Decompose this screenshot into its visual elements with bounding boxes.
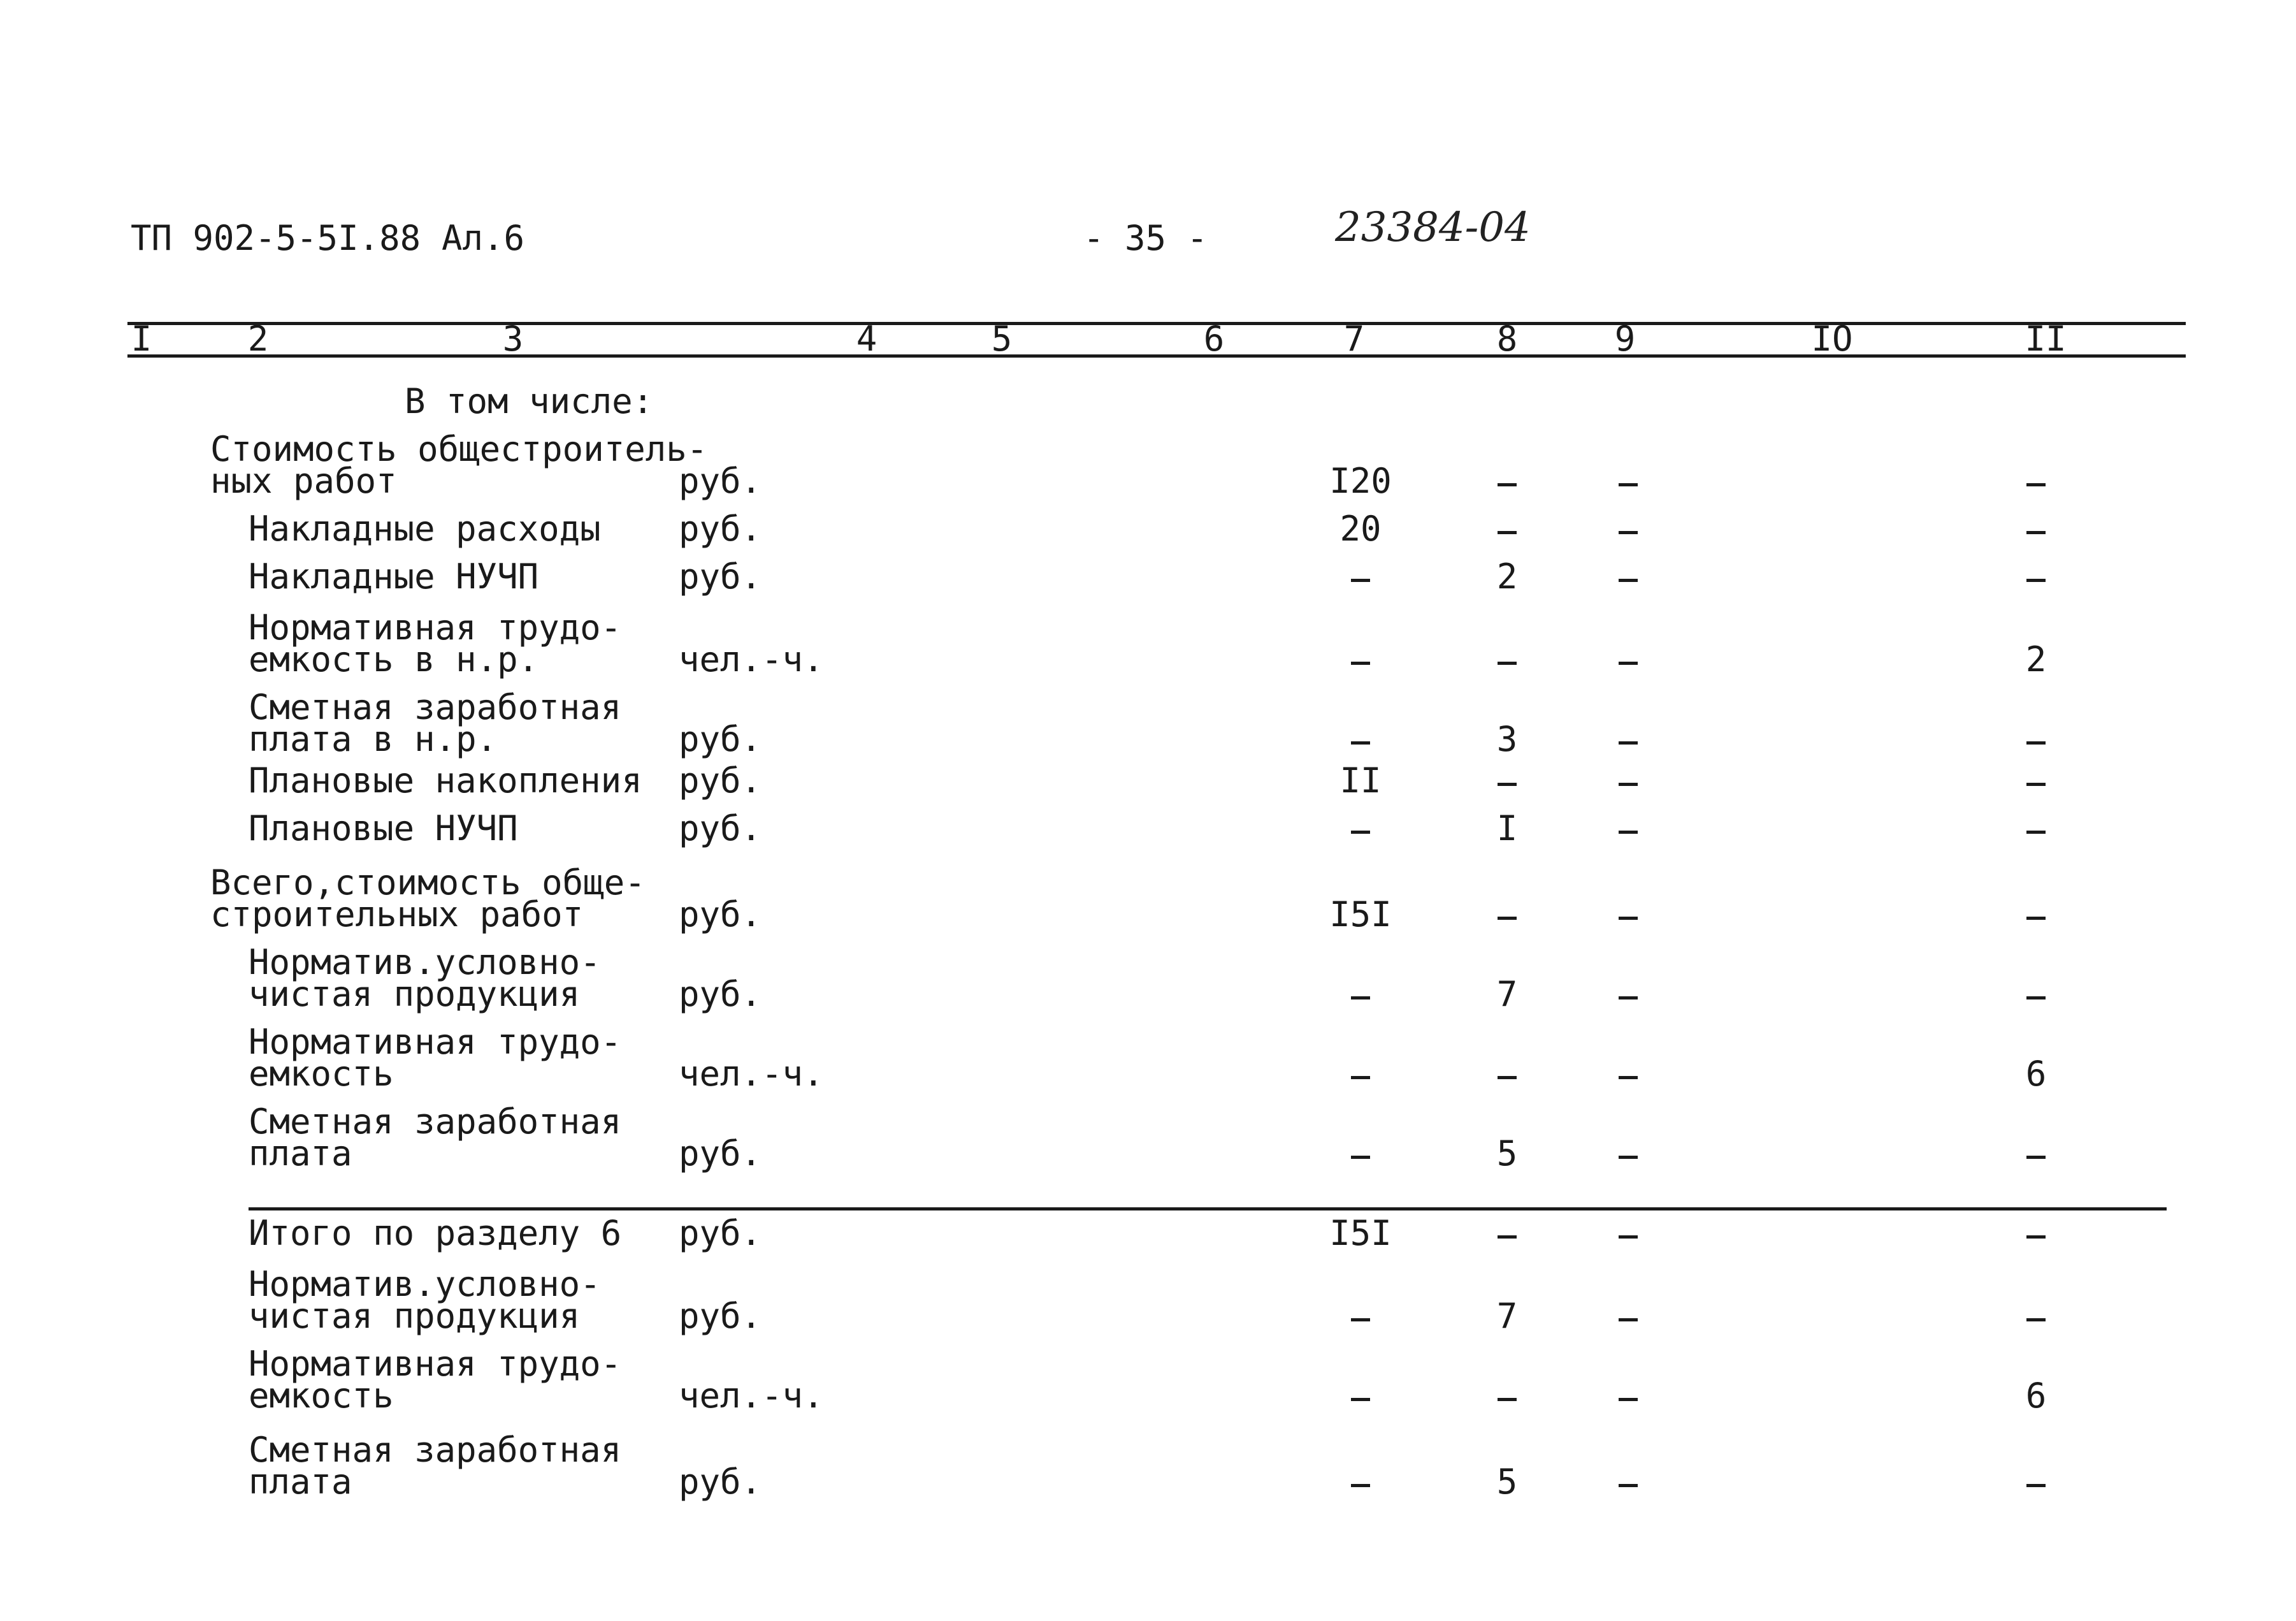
empty-value-dash (1619, 579, 1638, 582)
row-label: емкость в н.р. (249, 639, 539, 680)
handwritten-number: 23384-04 (1335, 204, 1531, 251)
empty-value-dash (1619, 483, 1638, 486)
row-label: Стоимость общестроитель- (210, 429, 708, 469)
cell-value: 2 (2025, 639, 2047, 680)
empty-value-dash (1619, 1484, 1638, 1487)
empty-value-dash (1351, 662, 1370, 665)
empty-value-dash (1619, 1398, 1638, 1401)
row-label: Нормативная трудо- (249, 1022, 622, 1062)
row-label: строительных работ (210, 894, 584, 934)
empty-value-dash (1619, 531, 1638, 534)
row-unit: руб. (679, 1133, 762, 1174)
empty-value-dash (1498, 1076, 1517, 1079)
empty-value-dash (1619, 917, 1638, 920)
empty-value-dash (1619, 1076, 1638, 1079)
empty-value-dash (1351, 1484, 1370, 1487)
empty-value-dash (1498, 783, 1517, 786)
cell-value: 7 (1496, 974, 1518, 1014)
empty-value-dash (1498, 483, 1517, 486)
row-label: плата (249, 1133, 352, 1174)
page-number: - 35 - (1083, 218, 1208, 258)
row-unit: руб. (679, 461, 762, 501)
row-label: чистая продукция (249, 1296, 581, 1336)
row-label: Сметная заработная (249, 1101, 622, 1142)
column-number: 5 (991, 319, 1013, 359)
empty-value-dash (1498, 1235, 1517, 1239)
empty-value-dash (1351, 1398, 1370, 1401)
empty-value-dash (1351, 1076, 1370, 1079)
row-label: Всего,стоимость обще- (210, 862, 646, 903)
section-heading: В том числе: (405, 381, 654, 421)
empty-value-dash (1498, 917, 1517, 920)
empty-value-dash (1619, 741, 1638, 745)
empty-value-dash (2026, 1156, 2046, 1159)
empty-value-dash (1498, 531, 1517, 534)
empty-value-dash (1498, 662, 1517, 665)
empty-value-dash (1619, 1235, 1638, 1239)
cell-value: 7 (1496, 1296, 1518, 1336)
empty-value-dash (1619, 783, 1638, 786)
row-label: плата в н.р. (249, 719, 498, 759)
row-unit: руб. (679, 760, 762, 801)
row-label: ных работ (210, 461, 397, 501)
cell-value: 2 (1496, 556, 1518, 597)
column-number: 2 (247, 319, 269, 359)
empty-value-dash (2026, 917, 2046, 920)
empty-value-dash (1351, 1156, 1370, 1159)
row-label: емкость (249, 1054, 394, 1094)
column-number: 7 (1343, 319, 1365, 359)
empty-value-dash (1351, 579, 1370, 582)
column-number: IO (1811, 319, 1853, 359)
column-number: 8 (1496, 319, 1518, 359)
cell-value: I5I (1329, 894, 1392, 934)
empty-value-dash (2026, 996, 2046, 999)
empty-value-dash (1619, 662, 1638, 665)
cell-value: 3 (1496, 719, 1518, 759)
cell-value: I5I (1329, 1213, 1392, 1253)
cell-value: 6 (2025, 1376, 2047, 1416)
row-unit: чел.-ч. (679, 1054, 824, 1094)
row-unit: руб. (679, 1296, 762, 1336)
row-unit: руб. (679, 509, 762, 549)
cell-value: 5 (1496, 1462, 1518, 1502)
cell-value: II (1339, 760, 1382, 801)
empty-value-dash (2026, 1318, 2046, 1321)
row-unit: руб. (679, 974, 762, 1014)
empty-value-dash (1351, 1318, 1370, 1321)
row-label: плата (249, 1462, 352, 1502)
row-label: Итого по разделу 6 (249, 1213, 622, 1253)
empty-value-dash (1619, 1156, 1638, 1159)
empty-value-dash (2026, 783, 2046, 786)
column-number: 6 (1203, 319, 1225, 359)
empty-value-dash (1619, 1318, 1638, 1321)
row-label: Норматив.условно- (249, 942, 601, 982)
column-number: 9 (1614, 319, 1636, 359)
empty-value-dash (2026, 741, 2046, 745)
row-label: Нормативная трудо- (249, 607, 622, 648)
row-label: Норматив.условно- (249, 1264, 601, 1304)
empty-value-dash (2026, 579, 2046, 582)
column-number: 4 (856, 319, 877, 359)
row-unit: чел.-ч. (679, 1376, 824, 1416)
row-label: Плановые накопления (249, 760, 642, 801)
empty-value-dash (1351, 831, 1370, 834)
empty-value-dash (1619, 996, 1638, 999)
cell-value: I (1496, 808, 1518, 848)
row-label: емкость (249, 1376, 394, 1416)
empty-value-dash (1351, 741, 1370, 745)
empty-value-dash (2026, 1235, 2046, 1239)
row-unit: руб. (679, 556, 762, 597)
empty-value-dash (2026, 531, 2046, 534)
column-number: I (131, 319, 152, 359)
totals-separator-rule (249, 1207, 2167, 1210)
cell-value: 20 (1339, 509, 1382, 549)
row-label: чистая продукция (249, 974, 581, 1014)
row-label: Сметная заработная (249, 1430, 622, 1470)
document-code: ТП 902-5-5I.88 (131, 218, 421, 258)
row-unit: руб. (679, 808, 762, 848)
row-unit: руб. (679, 1462, 762, 1502)
empty-value-dash (1351, 996, 1370, 999)
cell-value: I20 (1329, 461, 1392, 501)
row-unit: руб. (679, 719, 762, 759)
cell-value: 5 (1496, 1133, 1518, 1174)
empty-value-dash (1619, 831, 1638, 834)
table-header-rule (127, 354, 2186, 358)
empty-value-dash (2026, 1484, 2046, 1487)
empty-value-dash (2026, 483, 2046, 486)
row-label: Сметная заработная (249, 687, 622, 727)
cell-value: 6 (2025, 1054, 2047, 1094)
empty-value-dash (1498, 1398, 1517, 1401)
row-unit: чел.-ч. (679, 639, 824, 680)
table-top-rule (127, 322, 2186, 325)
row-unit: руб. (679, 894, 762, 934)
album-number: Ал.6 (442, 218, 525, 258)
row-label: Плановые НУЧП (249, 808, 518, 848)
column-number: 3 (502, 319, 524, 359)
empty-value-dash (2026, 831, 2046, 834)
row-unit: руб. (679, 1213, 762, 1253)
row-label: Накладные расходы (249, 509, 601, 549)
row-label: Накладные НУЧП (249, 556, 539, 597)
row-label: Нормативная трудо- (249, 1344, 622, 1384)
column-number: II (2025, 319, 2067, 359)
